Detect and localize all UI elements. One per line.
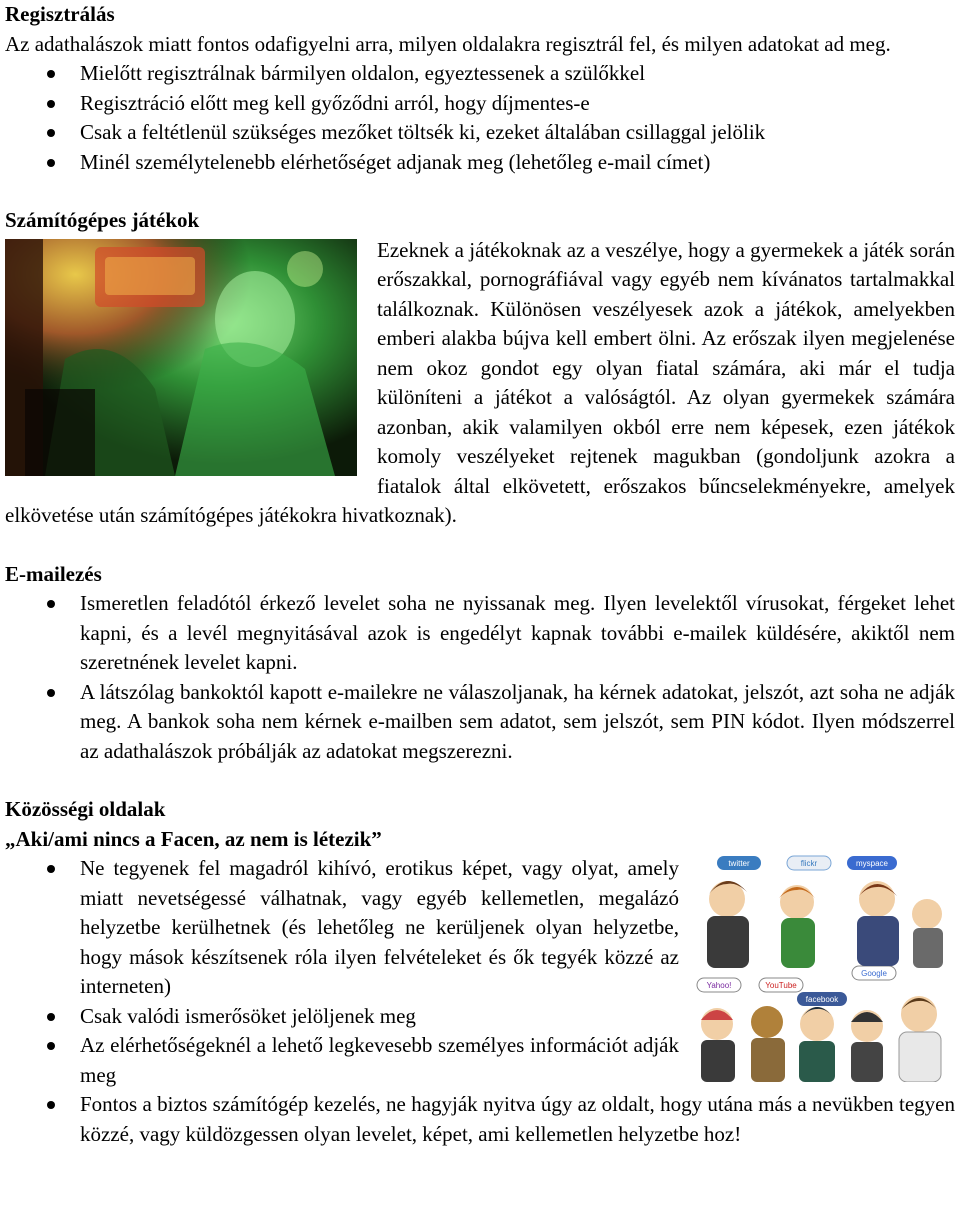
list-item: Csak valódi ismerősöket jelöljenek meg: [5, 1002, 955, 1032]
list-item: Fontos a biztos számítógép kezelés, ne hagyják nyitva úgy az oldalt, hogy utána más a nevükben tegyen közzé, vagy küldözgessen olyan levelet, képet, ami kellemetlen helyzetbe hoz!: [5, 1090, 955, 1149]
social-subheading: „Aki/ami nincs a Facen, az nem is létezik”: [5, 826, 382, 851]
registration-intro: Az adathalászok miatt fontos odafigyelni arra, milyen oldalakra regisztrál fel, és milyen adatokat ad meg.: [5, 31, 891, 56]
social-heading: Közösségi oldalak: [5, 797, 166, 821]
gaming-photo: [5, 239, 357, 476]
registration-heading: Regisztrálás: [5, 2, 115, 26]
social-list: [5, 854, 955, 1149]
list-item: Minél személytelenebb elérhetőséget adjanak meg (lehetőleg e-mail címet): [5, 148, 955, 178]
games-heading: Számítógépes játékok: [5, 208, 200, 232]
svg-text:facebook: facebook: [805, 995, 839, 1004]
svg-text:Google: Google: [861, 969, 887, 978]
list-item: Mielőtt regisztrálnak bármilyen oldalon, egyeztessenek a szülőkkel: [5, 59, 955, 89]
list-item: Ismeretlen feladótól érkező levelet soha ne nyissanak meg. Ilyen levelektől vírusokat, férgeket lehet kapni, és a levél megnyitásával azok is engedélyt kapnak további e-mailek küldésére, akiktől nem szeretnének levelet kapni.: [5, 589, 955, 678]
svg-text:twitter: twitter: [728, 859, 750, 868]
svg-text:myspace: myspace: [855, 859, 889, 868]
svg-text:flickr: flickr: [800, 859, 818, 868]
list-item: Csak a feltétlenül szükséges mezőket töltsék ki, ezeket általában csillaggal jelölik: [5, 118, 955, 148]
email-section: [5, 560, 955, 767]
list-item: Regisztráció előtt meg kell győződni arról, hogy díjmentes-e: [5, 89, 955, 119]
svg-text:YouTube: YouTube: [765, 981, 797, 990]
email-list: [5, 589, 955, 766]
list-item: A látszólag bankoktól kapott e-mailekre ne válaszoljanak, ha kérnek adatokat, jelszót, azt soha ne adják meg. A bankok soha nem kérnek e-mailben sem adatot, sem jelszót, sem PIN kódot. Ilyen módszerrel az adathalászok próbálják az adatokat megszerezni.: [5, 678, 955, 767]
list-item: Ne tegyenek fel magadról kihívó, erotikus képet, vagy olyat, amely miatt nevetségessé válhatnak, vagy egyéb kellemetlen, megalázó helyzetbe kerülhetnek (és lehetőleg ne kerüljenek olyan helyzetbe, hogy mások készítsenek róla ilyen felvételeket és ők tegyék közzé az interneten): [5, 854, 955, 1002]
registration-section: [5, 0, 955, 177]
list-item: Az elérhetőségeknél a lehető legkevesebb személyes információt adják meg: [5, 1031, 955, 1090]
social-section: [5, 795, 955, 1149]
games-section: [5, 206, 955, 531]
games-paragraph: Ezeknek a játékoknak az a veszélye, hogy a gyermekek a játék során erőszakkal, pornográfiával vagy egyéb nem kívánatos tartalmakkal találkoznak. Különösen veszélyesek azok a játékok, amelyekben emberi alakba bújva kell embert ölni. Az erőszak ilyen megjelenése nem okoz gondot egy olyan fiatal számára, aki már el tudja különíteni a játékot a valóságtól. Az olyan gyermekek számára azonban, akik valamilyen okból erre nem képesek, ezen játékok komoly veszélyeket rejtenek magukban (gondoljunk azokra a fiatalok által elkövetett, erőszakos bűncselekményekre, amelyek elkövetése után számítógépes játékokra hivatkoznak).: [5, 237, 955, 527]
email-heading: E-mailezés: [5, 561, 102, 586]
svg-text:Yahoo!: Yahoo!: [706, 981, 732, 990]
registration-list: [5, 59, 955, 177]
